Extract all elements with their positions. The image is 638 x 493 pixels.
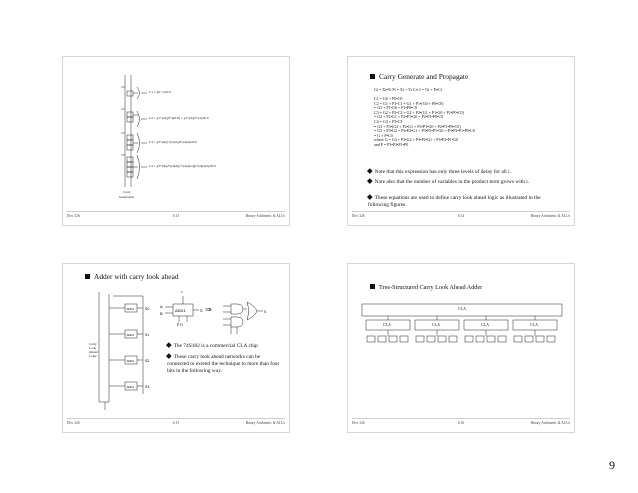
a-input-label: A bbox=[160, 304, 163, 309]
caption-carry: Carry bbox=[123, 190, 131, 194]
slide-tree-structured-cla bbox=[347, 263, 575, 433]
cell-output-label: S2 bbox=[145, 359, 150, 363]
page-number: 9 bbox=[609, 458, 615, 472]
diamond-bullet-icon bbox=[166, 342, 171, 347]
c4-equation: C4 = g3+p3g2+p3p2g1+p3p2p1g0+p3p2p1p0C0 bbox=[149, 164, 216, 168]
definitions-line: Gi = Xi•Yi Pi = Xi + Yi Ci+1 = Gi + Pi•Ci bbox=[374, 87, 442, 92]
footer-topic: Binary Arithmetic & ALUs bbox=[530, 421, 570, 425]
diamond-bullet-icon bbox=[367, 194, 372, 199]
cell-output-label: S1 bbox=[145, 333, 150, 337]
footer-course: Elec 326 bbox=[67, 421, 80, 425]
equation-line: C3 = G2 + P2•C2 = G2 + P2•(G1 + P1•G0 + P1•P0•C0) bbox=[374, 109, 464, 115]
tree-cla-diagram bbox=[348, 264, 575, 433]
bullet-item: The 74S182 is a commercial CLA chip bbox=[167, 343, 282, 350]
cla-box-label: CLA bbox=[481, 322, 489, 327]
footer-slide-number: 6.16 bbox=[457, 421, 465, 425]
slide-title: Carry Generate and Propagate bbox=[370, 72, 468, 81]
cell-label: ADD1 bbox=[126, 385, 134, 389]
cell-label: ADD1 bbox=[126, 333, 134, 337]
square-bullet-icon bbox=[370, 74, 375, 79]
footer-slide-number: 6.14 bbox=[457, 214, 465, 218]
pg-output-label: P G bbox=[177, 322, 183, 327]
footer-topic: Binary Arithmetic & ALUs bbox=[245, 214, 285, 218]
equation-line: where G = G3 + P3•G2 + P3•P2•G1 + P3•P2•P1•G0 bbox=[374, 137, 458, 143]
footer-topic: Binary Arithmetic & ALUs bbox=[530, 214, 570, 218]
cla-side-label bbox=[89, 342, 98, 358]
add1-block-label: ADD1 bbox=[175, 308, 186, 313]
footer-topic: Binary Arithmetic & ALUs bbox=[245, 421, 285, 425]
cla-side-label-line: Logic bbox=[89, 354, 97, 359]
equation-line: C2 = G1 + P1•C1 = G1 + P1•(G0 + P0•C0) bbox=[374, 100, 444, 106]
cell-label: ADD1 bbox=[126, 359, 134, 363]
b-input-label: B bbox=[160, 311, 163, 316]
s-output-label: S bbox=[264, 310, 267, 314]
footer-course: Elec 326 bbox=[352, 214, 365, 218]
cell-output-label: S0 bbox=[145, 307, 150, 311]
cell-label: ADD1 bbox=[126, 307, 134, 311]
diamond-bullet-icon bbox=[367, 178, 372, 183]
slide-title: Adder with carry look ahead bbox=[85, 272, 179, 281]
equation-line: and P = P3•P2•P1•P0 bbox=[374, 142, 409, 147]
equation-line: C4 = G3 + P3•C3 bbox=[374, 119, 403, 124]
c1-equation: C1 = g0 + p0C0 bbox=[149, 90, 171, 94]
footer-course: Elec 326 bbox=[352, 421, 365, 425]
equation-line: = G2 + P2•G1 + P2•P1•G0 + P2•P1•P0•C0 bbox=[374, 114, 444, 120]
slide-carry-generation bbox=[62, 56, 290, 226]
equation-line: = G + P•C0 bbox=[374, 132, 393, 138]
slide-carry-generate-propagate bbox=[347, 56, 575, 226]
equation-line: = G3 + P3•G2 + P3•P2•G1 + P3•P2•P1•G0 + P3•P2•P1•P0•C0 bbox=[374, 128, 475, 134]
diamond-bullet-icon bbox=[367, 168, 372, 173]
slide-adder-carry-look-ahead bbox=[62, 263, 290, 433]
caption-generation: Generation bbox=[119, 195, 135, 199]
cell-output-label: S3 bbox=[145, 385, 150, 389]
equation-line: C1 = G0 + P0•C0 bbox=[374, 96, 403, 101]
slide-footer bbox=[67, 418, 285, 428]
cla-box-label: CLA bbox=[530, 322, 538, 327]
top-cla-label: CLA bbox=[458, 306, 466, 311]
bullet-item: Note also that the number of variables in the product term grows with i. bbox=[368, 179, 558, 186]
slide-footer bbox=[352, 211, 570, 221]
cla-side-label-line: Carry bbox=[89, 342, 97, 346]
bullet-item: Note that this expression has only three levels of delay for all i. bbox=[368, 169, 563, 176]
cla-side-label-line: Ahead bbox=[89, 350, 98, 355]
c2-equation: C2 = g1+p1(g0+p0C0) = g1+p1g0+p1p0C0 bbox=[149, 116, 209, 120]
slide-footer bbox=[352, 418, 570, 428]
bullet-item: These carry look ahead networks can be connected to extend the technique to more than four bits in the following way. bbox=[167, 354, 280, 374]
s-output-label: S bbox=[200, 308, 203, 313]
c3-equation: C3 = g2+p2g1+p2p1g0+p2p1p0C0 bbox=[149, 140, 197, 144]
slide-footer bbox=[67, 211, 285, 221]
equation-line: = G3 + P3•(G2 + P2•G1 + P2•P1•G0 + P2•P1•P0•C0) bbox=[374, 123, 461, 129]
slide-title: Tree-Structured Carry Look Ahead Adder bbox=[370, 284, 482, 291]
cla-side-label-line: Look bbox=[89, 346, 97, 351]
carry-input-label: C bbox=[181, 290, 184, 294]
footer-slide-number: 6.15 bbox=[172, 421, 180, 425]
bullet-item: These equations are used to define carry look ahead logic as illustrated in the following figures. bbox=[368, 195, 541, 208]
cla-box-label: CLA bbox=[383, 322, 391, 327]
footer-slide-number: 6.13 bbox=[172, 214, 180, 218]
equation-line: = G1 + P1•G0 + P1•P0•C0 bbox=[374, 105, 418, 111]
cla-box-label: CLA bbox=[432, 322, 440, 327]
footer-course: Elec 326 bbox=[67, 214, 80, 218]
equivalence-arrow: ⇒ bbox=[205, 305, 212, 314]
diamond-bullet-icon bbox=[166, 353, 171, 358]
